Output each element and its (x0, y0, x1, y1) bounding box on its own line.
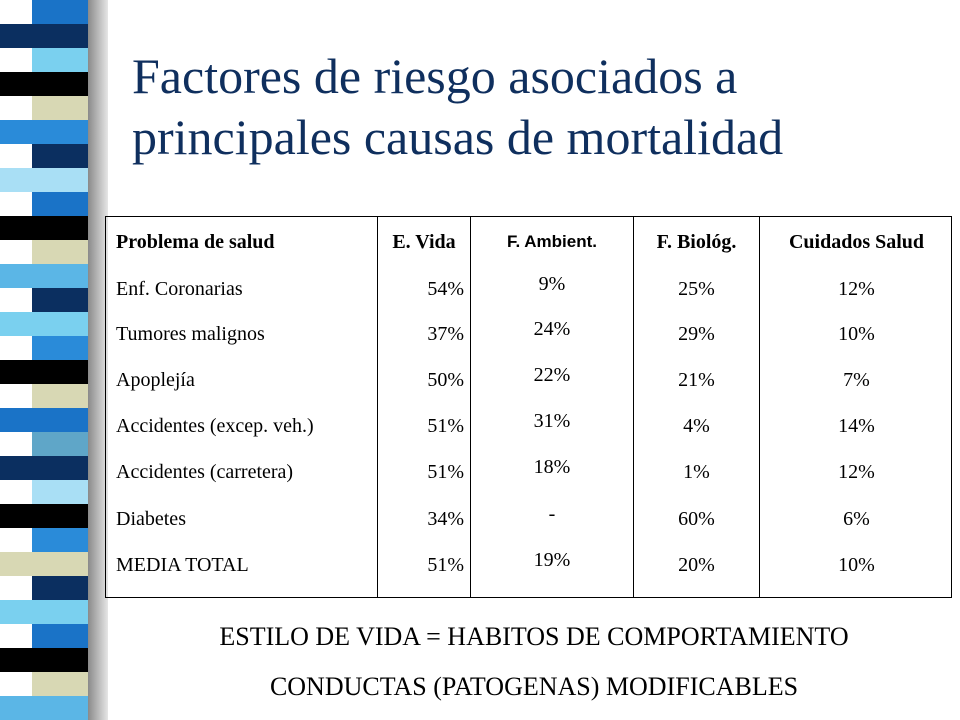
column-e-vida (378, 217, 471, 597)
footer-line-1: ESTILO DE VIDA = HABITOS DE COMPORTAMIENTO (219, 622, 849, 651)
f-ambient-cell: 24% (533, 318, 571, 340)
f-biolog-cell: 20% (678, 554, 715, 576)
column-problema (106, 217, 378, 597)
e-vida-cell: 54% (427, 278, 464, 300)
column-header: Problema de salud (116, 231, 275, 253)
stripe-segment (32, 144, 88, 168)
stripe-segment (0, 72, 88, 96)
column-f-biolog (634, 217, 760, 597)
stripe-segment (0, 360, 88, 384)
cuidados-cell: 12% (838, 461, 875, 483)
f-ambient-cell: 31% (533, 410, 571, 432)
f-biolog-cell: 1% (683, 461, 710, 483)
problem-cell: MEDIA TOTAL (116, 554, 249, 576)
problem-cell: Accidentes (carretera) (116, 461, 294, 483)
stripe-segment (32, 240, 88, 264)
f-biolog-cell: 25% (678, 278, 715, 300)
stripe-segment (32, 0, 88, 24)
f-biolog-cell: 21% (678, 369, 715, 391)
stripe-segment (0, 552, 88, 576)
stripe-segment (32, 384, 88, 408)
stripe-segment (32, 192, 88, 216)
stripe-segment (0, 600, 88, 624)
cuidados-cell: 6% (843, 508, 870, 530)
stripe-segment (32, 336, 88, 360)
f-biolog-cell: 29% (678, 323, 715, 345)
problem-cell: Enf. Coronarias (116, 278, 243, 300)
e-vida-cell: 50% (427, 369, 464, 391)
stripe-segment (32, 432, 88, 456)
stripe-segment (32, 528, 88, 552)
f-ambient-cell: 18% (533, 456, 571, 478)
problem-cell: Tumores malignos (116, 323, 265, 345)
problem-cell: Accidentes (excep. veh.) (116, 415, 314, 437)
f-ambient-cell: - (548, 503, 556, 525)
title-line-1: Factores de riesgo asociados a (132, 48, 738, 104)
e-vida-cell: 51% (427, 415, 464, 437)
stripe-segment (0, 408, 88, 432)
stripe-segment (0, 120, 88, 144)
f-ambient-cell: 9% (538, 273, 566, 295)
cuidados-cell: 10% (838, 554, 875, 576)
problem-cell: Diabetes (116, 508, 186, 530)
column-header: Cuidados Salud (788, 231, 925, 253)
stripe-segment (32, 624, 88, 648)
stripe-segment (32, 480, 88, 504)
e-vida-cell: 51% (427, 554, 464, 576)
stripe-segment (32, 48, 88, 72)
stripe-segment (32, 576, 88, 600)
decorative-stripe (0, 0, 108, 720)
column-header: E. Vida (392, 231, 456, 253)
footer-line-2: CONDUCTAS (PATOGENAS) MODIFICABLES (269, 672, 799, 701)
cuidados-cell: 10% (838, 323, 875, 345)
stripe-segment (0, 168, 88, 192)
f-ambient-cell: 22% (533, 364, 571, 386)
column-header: F. Ambient. (506, 232, 598, 251)
f-biolog-cell: 60% (678, 508, 715, 530)
stripe-segment (0, 216, 88, 240)
f-ambient-cell: 19% (533, 549, 571, 571)
column-f-ambient (471, 217, 634, 597)
risk-factors-table (105, 216, 952, 598)
title-line-2: principales causas de mortalidad (132, 109, 784, 165)
slide-title (132, 46, 932, 168)
e-vida-cell: 37% (427, 323, 464, 345)
cuidados-cell: 7% (843, 369, 870, 391)
f-biolog-cell: 4% (683, 415, 710, 437)
stripe-segment (32, 672, 88, 696)
stripe-segment (0, 456, 88, 480)
e-vida-cell: 34% (427, 508, 464, 530)
column-cuidados (760, 217, 953, 597)
stripe-segment (0, 264, 88, 288)
stripe-segment (32, 96, 88, 120)
cuidados-cell: 12% (838, 278, 875, 300)
problem-cell: Apoplejía (116, 369, 195, 391)
column-header: F. Biológ. (656, 231, 737, 253)
e-vida-cell: 51% (427, 461, 464, 483)
stripe-segment (0, 648, 88, 672)
stripe-segment (0, 696, 88, 720)
stripe-segment (0, 312, 88, 336)
stripe-segment (32, 288, 88, 312)
stripe-segment (0, 504, 88, 528)
cuidados-cell: 14% (838, 415, 875, 437)
stripe-segment (0, 24, 88, 48)
